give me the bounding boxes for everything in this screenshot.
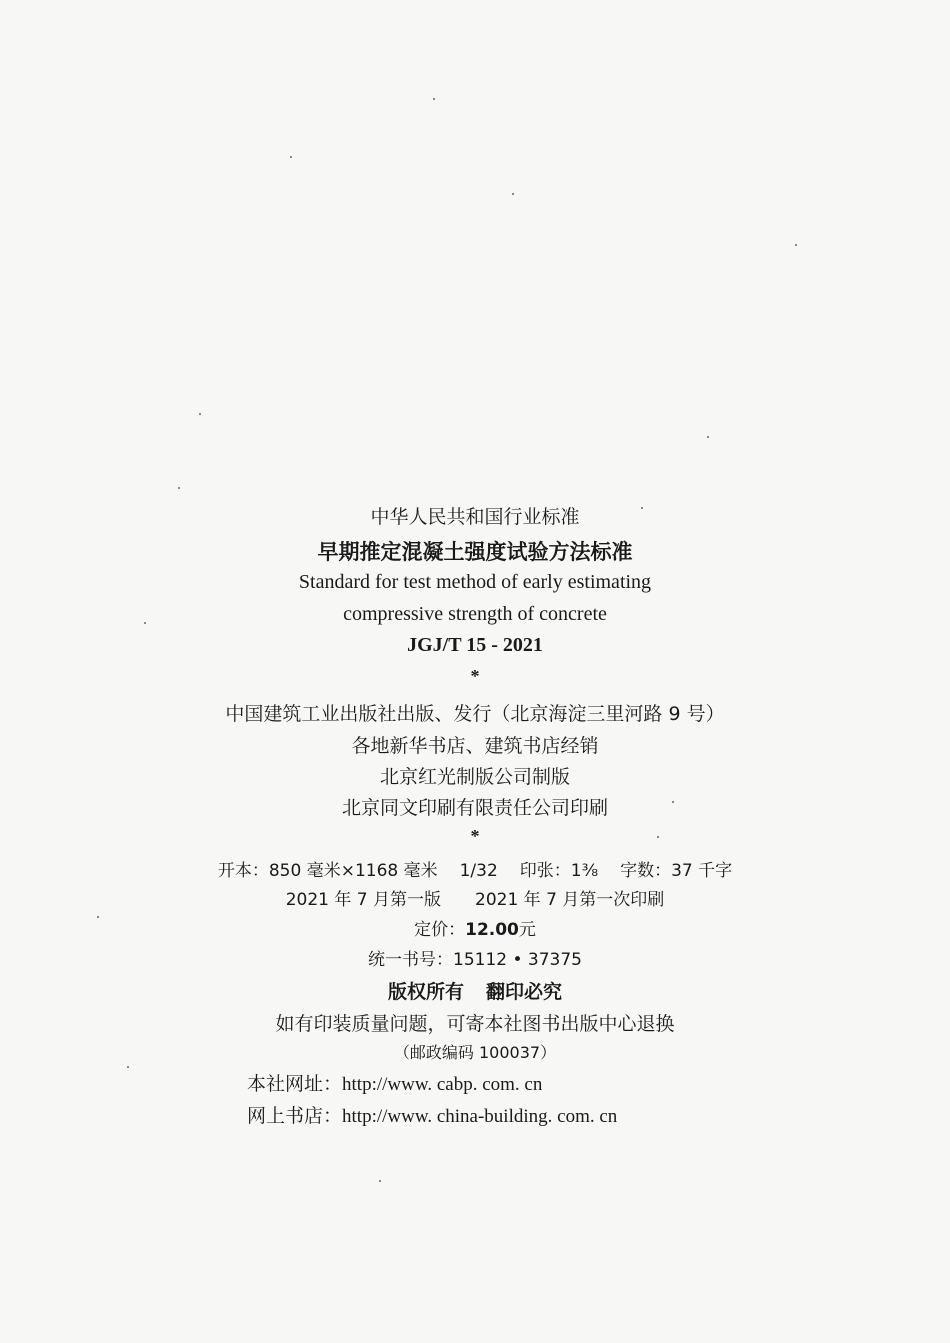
scan-speck	[512, 193, 514, 195]
return-notice: 如有印装质量问题，可寄本社图书出版中心退换	[275, 1013, 675, 1035]
price-line	[0, 915, 950, 940]
format-fold: 1/32	[459, 861, 498, 881]
website-label: 本社网址：	[247, 1073, 343, 1095]
online-shop-label: 网上书店：	[247, 1105, 343, 1127]
word-count: 字数：37 千字	[620, 861, 733, 881]
scan-speck	[379, 1180, 381, 1182]
scan-speck	[127, 1066, 129, 1068]
copyright-notice: 版权所有	[387, 981, 464, 1003]
online-shop-url[interactable]: http://www. china-building. com. cn	[342, 1106, 618, 1127]
title-english-line-1: Standard for test method of early estimating	[298, 571, 652, 593]
piracy-notice: 翻印必究	[486, 981, 563, 1003]
online-shop-line	[247, 1101, 617, 1128]
format-size: 开本：850 毫米×1168 毫米	[217, 861, 438, 881]
scan-speck	[290, 156, 292, 158]
separator-star: *	[470, 666, 480, 686]
scan-speck	[199, 413, 201, 415]
standard-category: 中华人民共和国行业标准	[370, 506, 580, 528]
printing-line: 北京同文印刷有限责任公司印刷	[341, 797, 608, 819]
scan-speck	[707, 436, 709, 438]
distribution-line: 各地新华书店、建筑书店经销	[351, 735, 599, 757]
separator-star: *	[470, 826, 480, 846]
scan-speck	[178, 487, 180, 489]
price-label: 定价：	[414, 920, 466, 940]
website-url[interactable]: http://www. cabp. com. cn	[342, 1074, 543, 1095]
title-english-line-2: compressive strength of concrete	[343, 603, 607, 625]
postcode: （邮政编码 100037）	[393, 1043, 557, 1062]
price-unit: 元	[518, 920, 536, 940]
standard-code: JGJ/T 15 - 2021	[407, 634, 543, 656]
title-chinese: 早期推定混凝土强度试验方法标准	[317, 540, 633, 564]
edition: 2021 年 7 月第一版	[285, 890, 441, 910]
publisher-line: 中国建筑工业出版社出版、发行（北京海淀三里河路 9 号）	[225, 703, 725, 725]
plate-making-line: 北京红光制版公司制版	[379, 766, 570, 788]
format-specs-line	[0, 856, 950, 881]
price-value: 12.00	[465, 920, 519, 940]
scan-speck	[433, 98, 435, 100]
printed-sheets: 印张：1⅜	[519, 861, 599, 881]
website-line	[247, 1069, 542, 1096]
print-run: 2021 年 7 月第一次印刷	[475, 890, 665, 910]
scan-speck	[795, 244, 797, 246]
book-number: 统一书号：15112 • 37375	[368, 950, 582, 970]
edition-line	[0, 885, 950, 910]
rights-line	[0, 977, 950, 1004]
